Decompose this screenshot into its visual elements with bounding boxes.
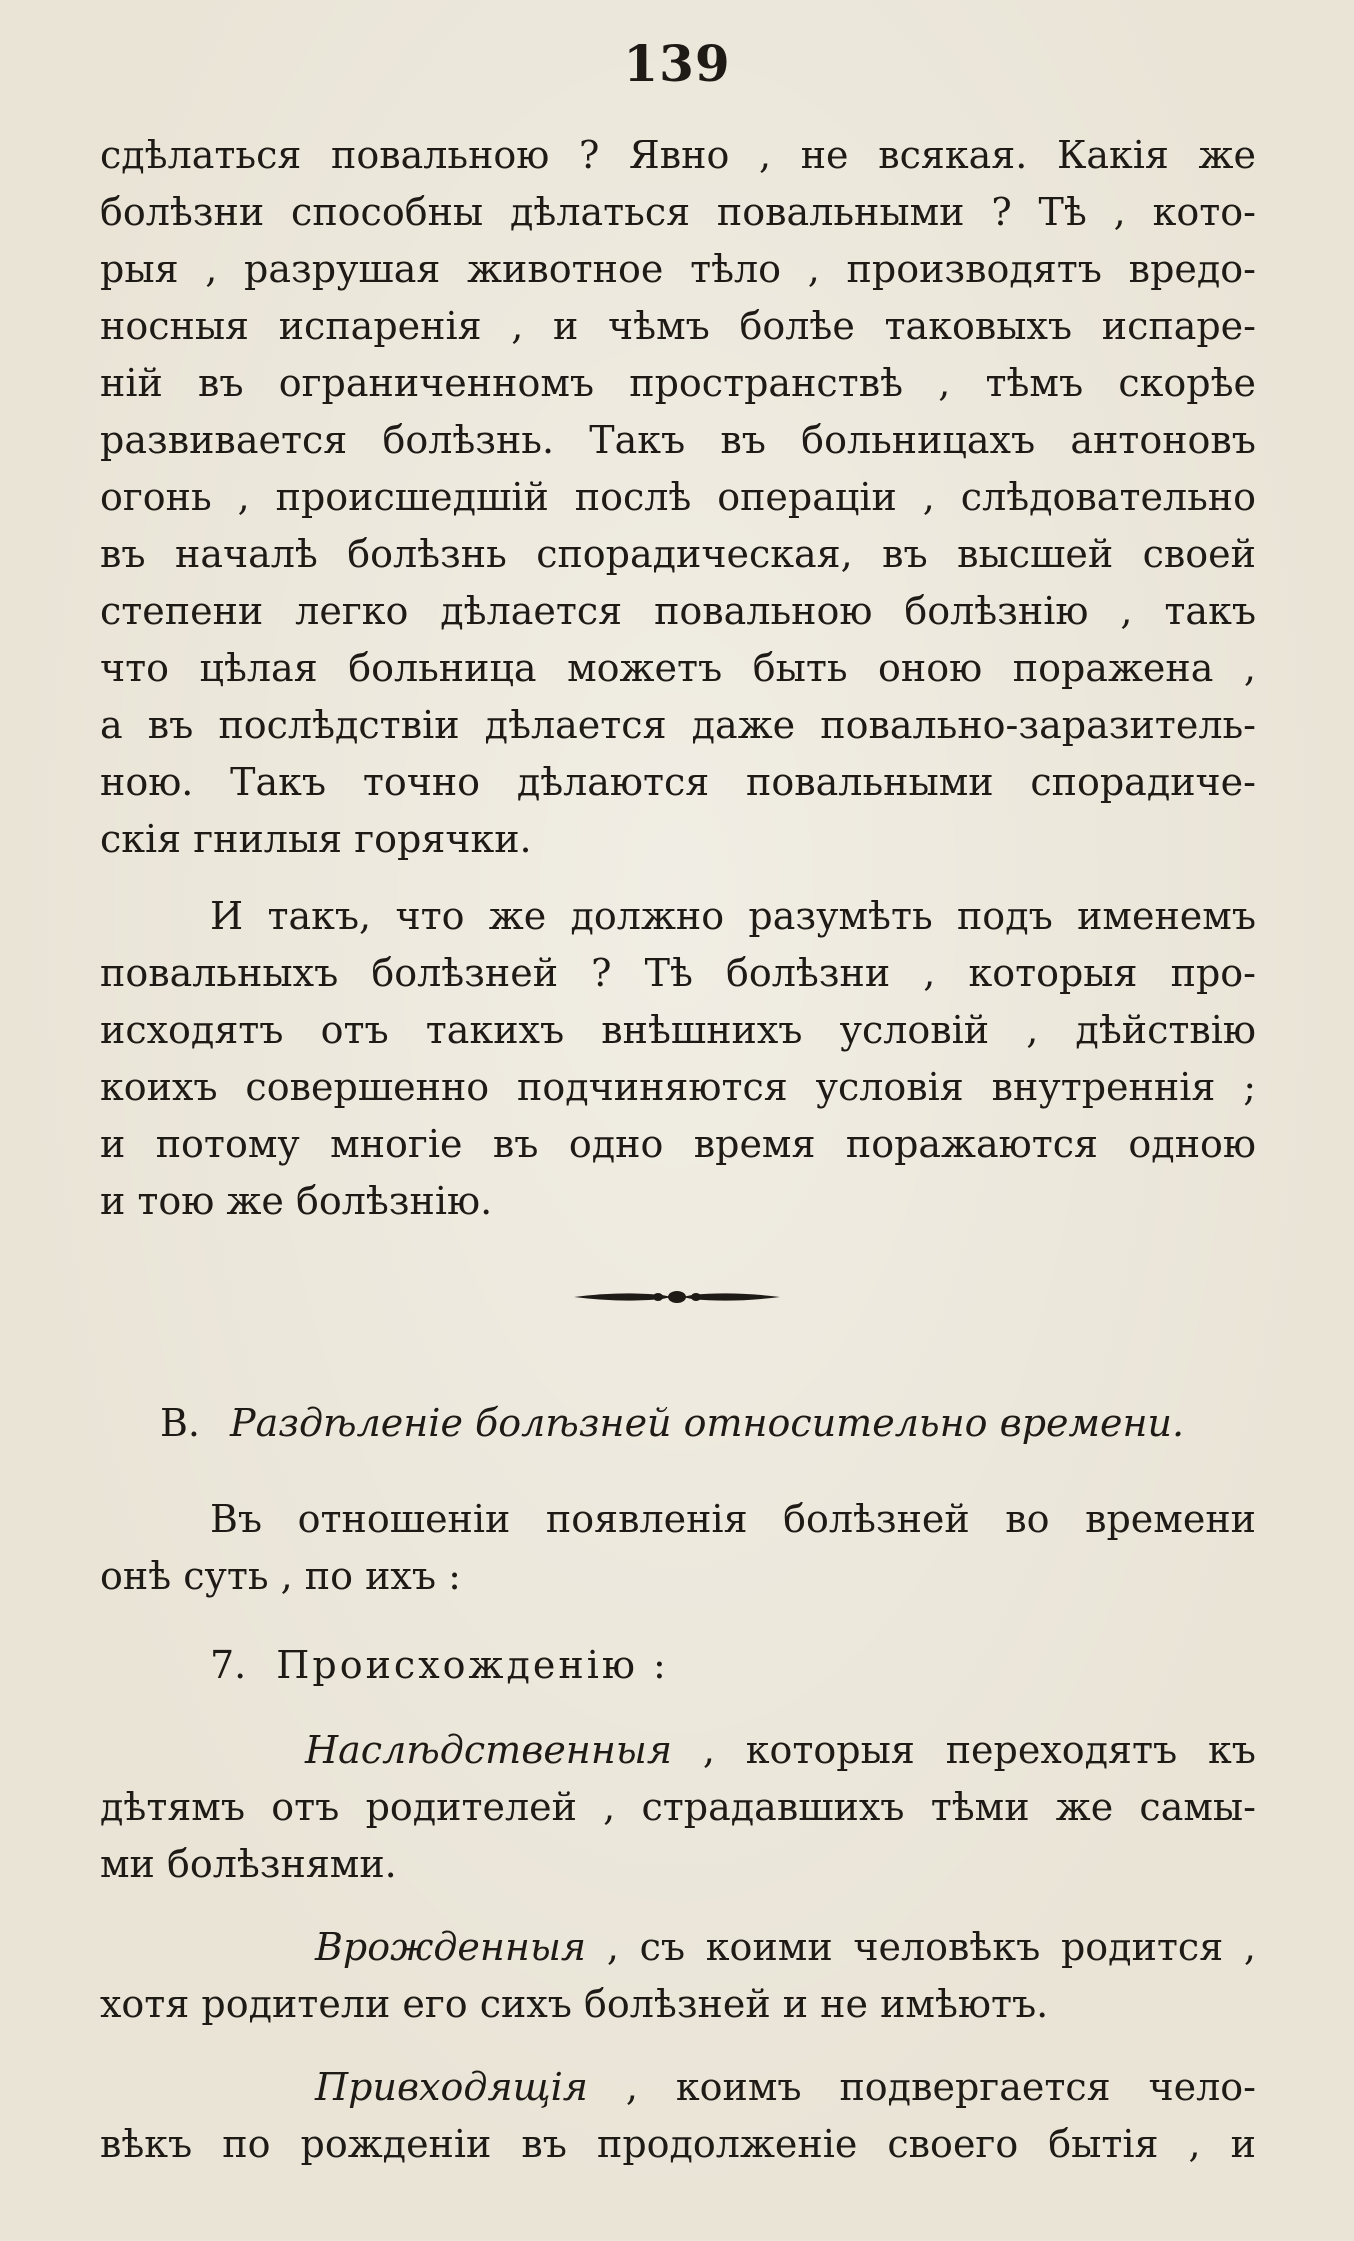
term-acquired: Привходящія <box>315 2065 588 2109</box>
text-line: вѣкъ по рожденіи въ продолженіе своего бытія , и <box>100 2122 1256 2166</box>
text-line: болѣзни способны дѣлаться повальными ? Тѣ , кото- <box>100 190 1256 234</box>
text-line: носныя испаренія , и чѣмъ болѣе таковыхъ испаре- <box>100 304 1256 348</box>
text-line: ній въ ограниченномъ пространствѣ , тѣмъ скорѣе <box>100 361 1256 405</box>
text-line: повальныхъ болѣзней ? Тѣ болѣзни , которыя про- <box>100 951 1256 995</box>
text-line: дѣтямъ отъ родителей , страдавшихъ тѣми же самы- <box>100 1785 1256 1829</box>
definition-congenital <box>100 1922 1256 1972</box>
text-line: Въ отношеніи появленія болѣзней во времени <box>210 1497 1256 1541</box>
definition-text: , которыя переходятъ къ <box>702 1728 1256 1772</box>
text-line: и потому многіе въ одно время поражаются одною <box>100 1122 1256 1166</box>
term-hereditary: Наслѣдственныя <box>305 1728 672 1772</box>
text-line: рыя , разрушая животное тѣло , производятъ вредо- <box>100 247 1256 291</box>
text-line: скія гнилыя горячки. <box>100 817 532 861</box>
term-congenital: Врожденныя <box>315 1925 587 1969</box>
subsection-title: Происхожденію : <box>276 1643 669 1687</box>
text-line: сдѣлаться повальною ? Явно , не всякая. Какія же <box>100 133 1256 177</box>
text-line: исходятъ отъ такихъ внѣшнихъ условій , дѣйствію <box>100 1008 1256 1052</box>
text-line: ми болѣзнями. <box>100 1842 397 1886</box>
text-line: онѣ суть , по ихъ : <box>100 1554 461 1598</box>
definition-acquired <box>100 2062 1256 2112</box>
section-letter: В. <box>160 1401 201 1445</box>
text-line: развивается болѣзнь. Такъ въ больницахъ антоновъ <box>100 418 1256 462</box>
definition-text: , коимъ подвергается чело- <box>625 2065 1256 2109</box>
text-line: степени легко дѣлается повальною болѣзнію , такъ <box>100 589 1256 633</box>
text-line: что цѣлая больница можетъ быть оною поражена , <box>100 646 1256 690</box>
subsection-number: 7. <box>210 1643 247 1687</box>
text-line: и тою же болѣзнію. <box>100 1179 493 1223</box>
text-line: хотя родители его сихъ болѣзней и не имѣютъ. <box>100 1982 1049 2026</box>
text-line: И такъ, что же должно разумѣть подъ именемъ <box>210 894 1256 938</box>
subsection-heading <box>210 1640 669 1690</box>
page-number: 139 <box>623 34 731 93</box>
definition-text: , съ коими человѣкъ родится , <box>606 1925 1256 1969</box>
text-line: коихъ совершенно подчиняются условія внутреннія ; <box>100 1065 1256 1109</box>
text-line: огонь , происшедшій послѣ операціи , слѣдовательно <box>100 475 1256 519</box>
text-line: ною. Такъ точно дѣлаются повальными спорадиче- <box>100 760 1256 804</box>
text-line: а въ послѣдствіи дѣлается даже повально-заразитель- <box>100 703 1256 747</box>
ornament-divider <box>572 1282 782 1312</box>
section-title: Раздѣленіе болѣзней относительно времени. <box>230 1401 1185 1445</box>
definition-hereditary <box>100 1725 1256 1775</box>
text-line: въ началѣ болѣзнь спорадическая, въ высшей своей <box>100 532 1256 576</box>
section-heading <box>160 1398 1200 1448</box>
